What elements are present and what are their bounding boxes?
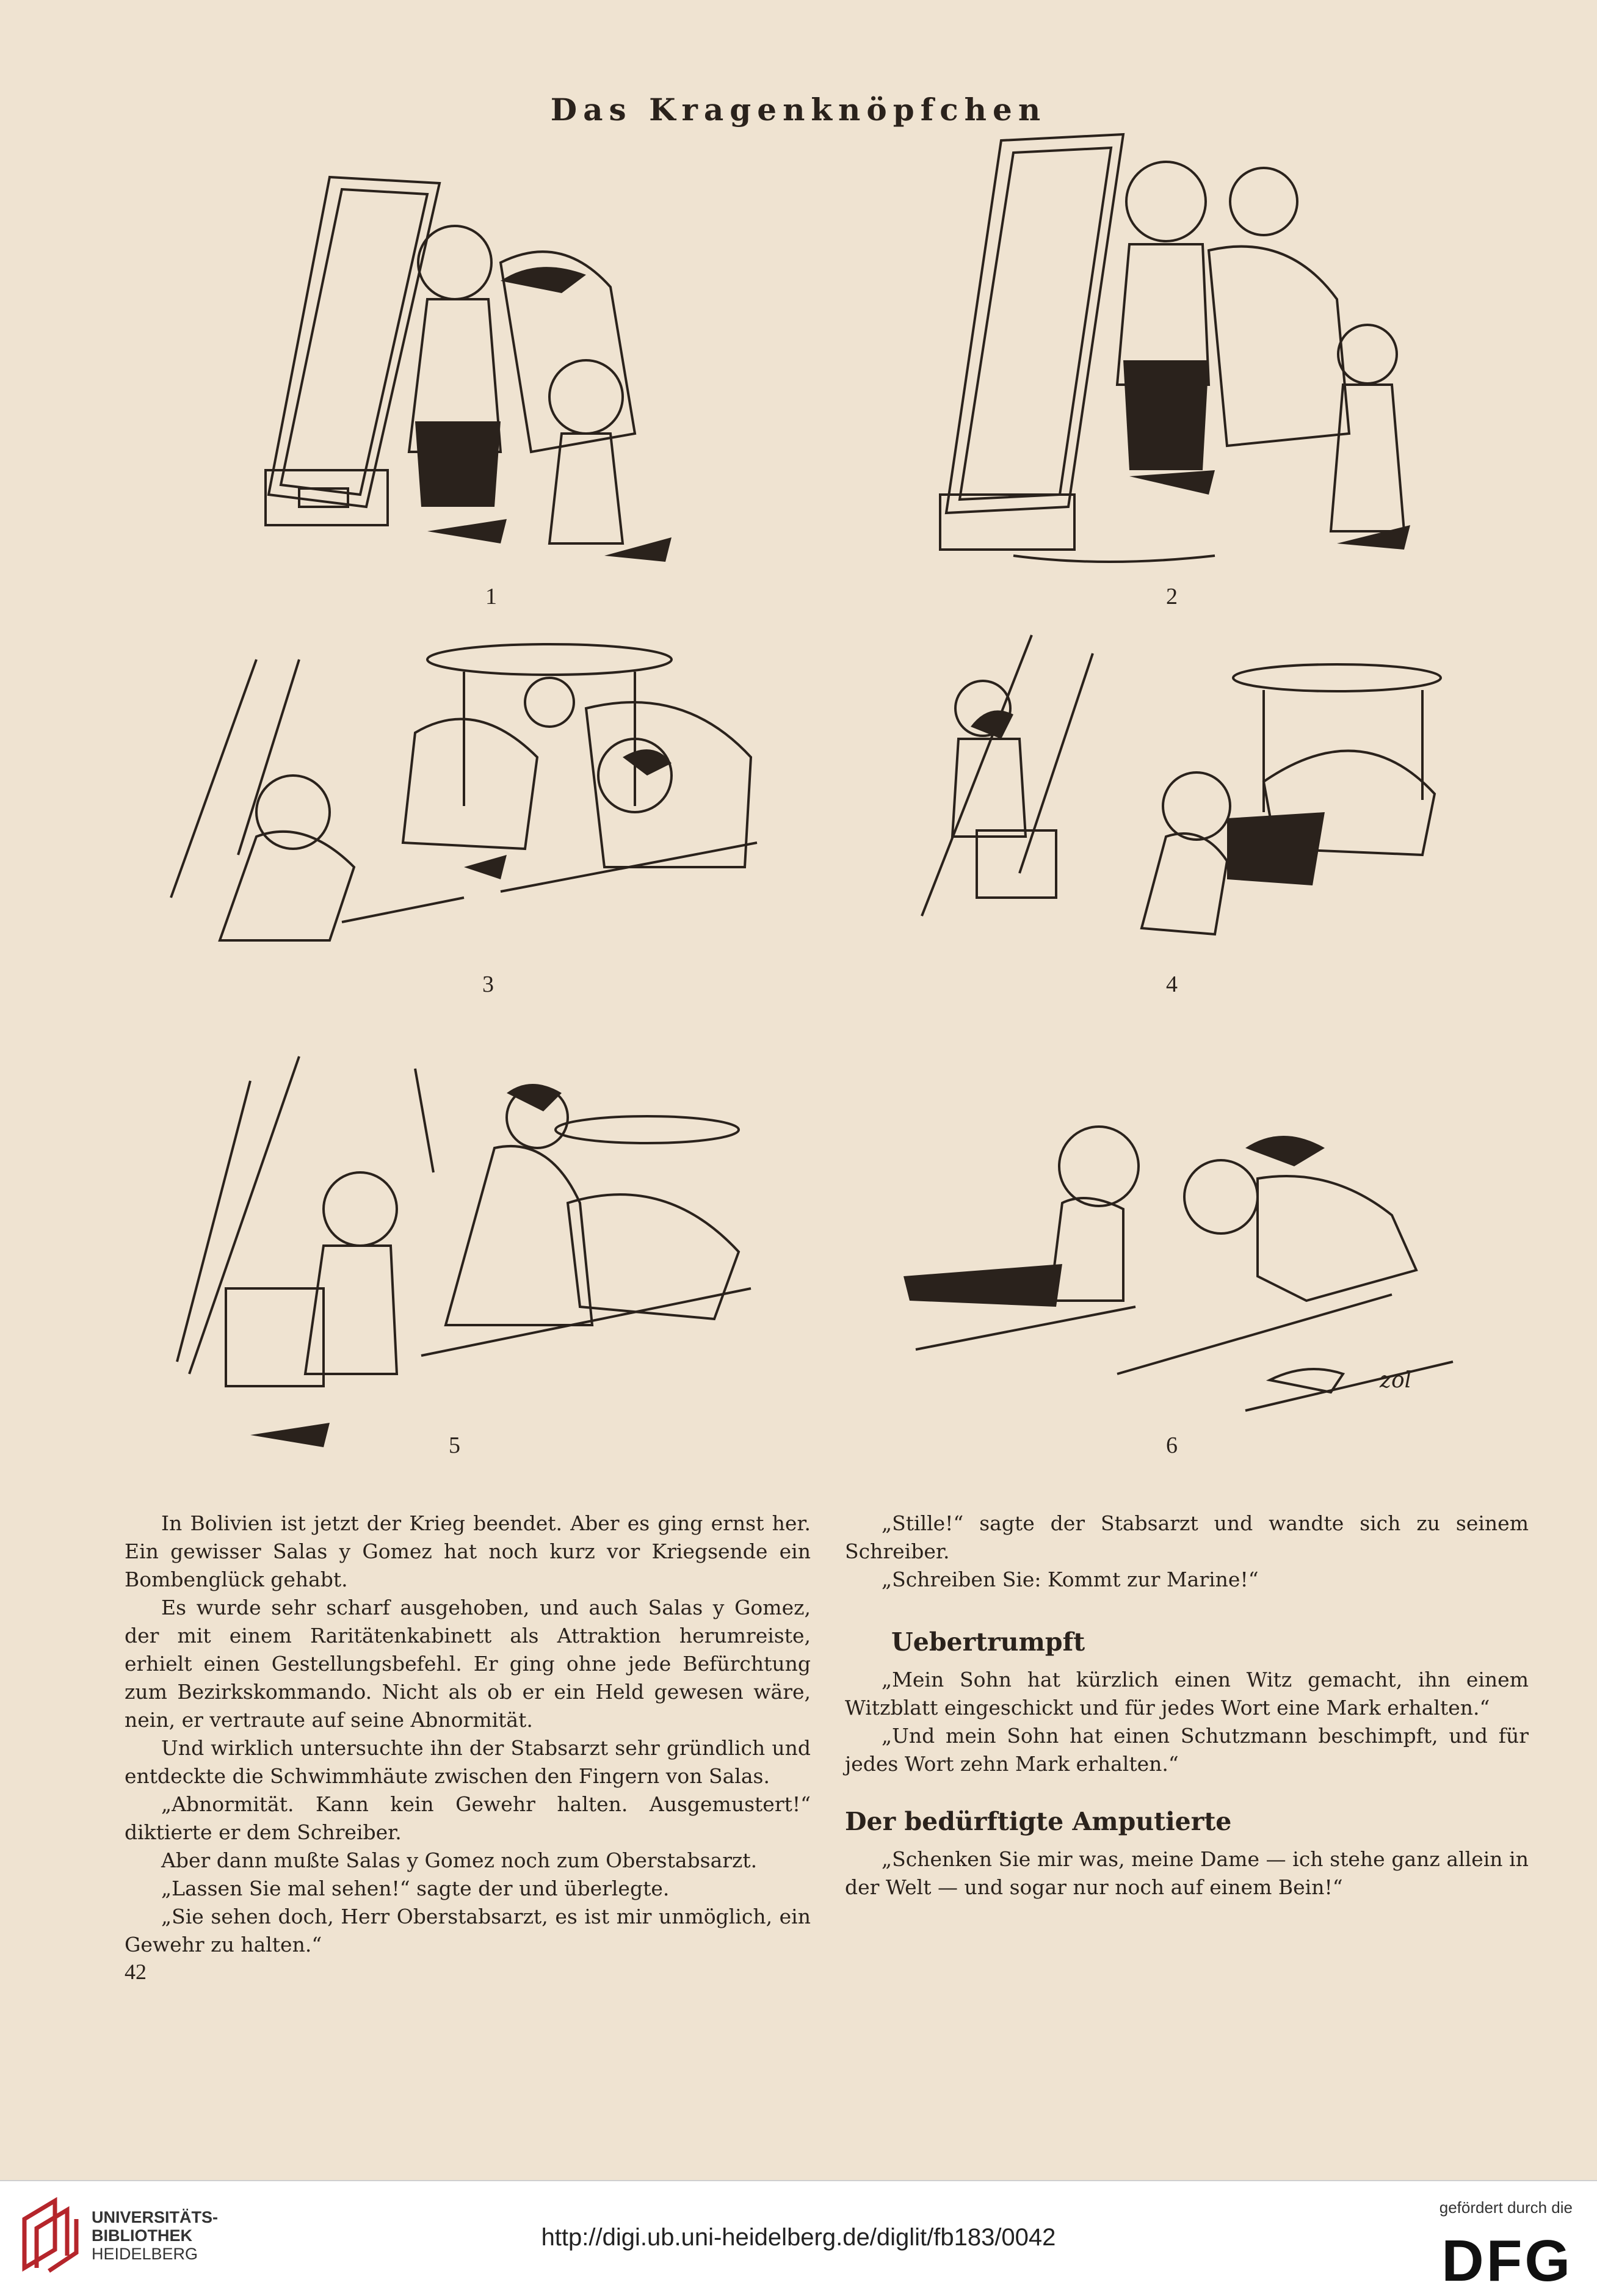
page-number: 42	[125, 1960, 147, 1984]
paragraph: „Schenken Sie mir was, meine Dame — ich stehe ganz allein in der Welt — und sogar nur noch auf einem Bein!“	[845, 1847, 1529, 1899]
paragraph: Und wirklich untersuchte ihn der Stabsarzt sehr gründlich und entdeckte die Schwimmhäute zwischen den Fingern von Salas.	[125, 1736, 811, 1788]
paragraph: „Stille!“ sagte der Stabsarzt und wandte sich zu seinem Schreiber.	[845, 1511, 1529, 1563]
footer-bar	[0, 2180, 1597, 2296]
funded-by-text: gefördert durch die	[1439, 2198, 1573, 2217]
panel-4-number: 4	[1166, 972, 1178, 997]
panel-1-illustration	[244, 165, 720, 580]
library-name-line1: UNIVERSITÄTS-	[92, 2208, 219, 2226]
artist-signature: zol	[1380, 1368, 1412, 1393]
panel-1-number: 1	[485, 584, 497, 609]
paragraph: „Schreiben Sie: Kommt zur Marine!“	[882, 1568, 1259, 1591]
paragraph: In Bolivien ist jetzt der Krieg beendet. Aber es ging ernst her. Ein gewisser Salas y Gomez hat noch kurz vor Kriegsende ein Bombenglück gehabt.	[125, 1511, 811, 1591]
cartoon-panel-3	[147, 635, 818, 965]
cartoon-panel-2	[922, 128, 1435, 580]
left-text-column	[125, 1509, 811, 1959]
dfg-logo: DFG	[1441, 2228, 1573, 2294]
panel-6-number: 6	[1166, 1433, 1178, 1458]
page-title: Das Kragenknöpfchen	[550, 92, 1047, 128]
library-name-line3: HEIDELBERG	[92, 2245, 198, 2263]
panel-3-number: 3	[482, 972, 494, 997]
paragraph: „Und mein Sohn hat einen Schutzmann beschimpft, und für jedes Wort zehn Mark erhalten.“	[845, 1724, 1529, 1776]
panel-5-illustration	[165, 1044, 788, 1459]
source-url-link[interactable]: http://digi.ub.uni-heidelberg.de/diglit/fb183/0042	[541, 2224, 1056, 2251]
panel-2-number: 2	[1166, 584, 1178, 609]
paragraph: Es wurde sehr scharf ausgehoben, und auch Salas y Gomez, der mit einem Raritätenkabinett als Attraktion herumreiste, erhielt einen Gestellungsbefehl. Er ging ohne jede Befürchtung zum Bezirkskommando. Nicht als ob er ein Held gewesen wäre, nein, er vertraute auf seine Abnormität.	[125, 1596, 811, 1732]
panel-2-illustration	[922, 128, 1435, 580]
panel-3-illustration	[147, 635, 818, 965]
panel-4-illustration	[885, 617, 1496, 946]
paragraph: „Abnormität. Kann kein Gewehr halten. Ausgemustert!“ diktierte er dem Schreiber.	[125, 1792, 811, 1844]
cartoon-panel-5	[165, 1044, 788, 1459]
paragraph: „Lassen Sie mal sehen!“ sagte der und überlegte.	[161, 1876, 670, 1900]
library-name-line2: BIBLIOTHEK	[92, 2226, 192, 2245]
right-text-column	[845, 1509, 1529, 1902]
paragraph: Aber dann mußte Salas y Gomez noch zum Oberstabsarzt.	[161, 1848, 758, 1872]
section-heading-uebertrumpft: Uebertrumpft	[891, 1627, 1085, 1657]
panel-5-number: 5	[449, 1433, 460, 1458]
paragraph: „Mein Sohn hat kürzlich einen Witz gemacht, ihn einem Witzblatt eingeschickt und für jedes Wort eine Mark erhalten.“	[845, 1668, 1529, 1720]
cartoon-panel-1	[244, 165, 720, 580]
paragraph: „Sie sehen doch, Herr Oberstabsarzt, es ist mir unmöglich, ein Gewehr zu halten.“	[125, 1905, 811, 1956]
section-heading-amputierte: Der bedürftigte Amputierte	[845, 1807, 1232, 1836]
cartoon-panel-6	[842, 1093, 1490, 1423]
cartoon-panel-4	[885, 617, 1496, 946]
